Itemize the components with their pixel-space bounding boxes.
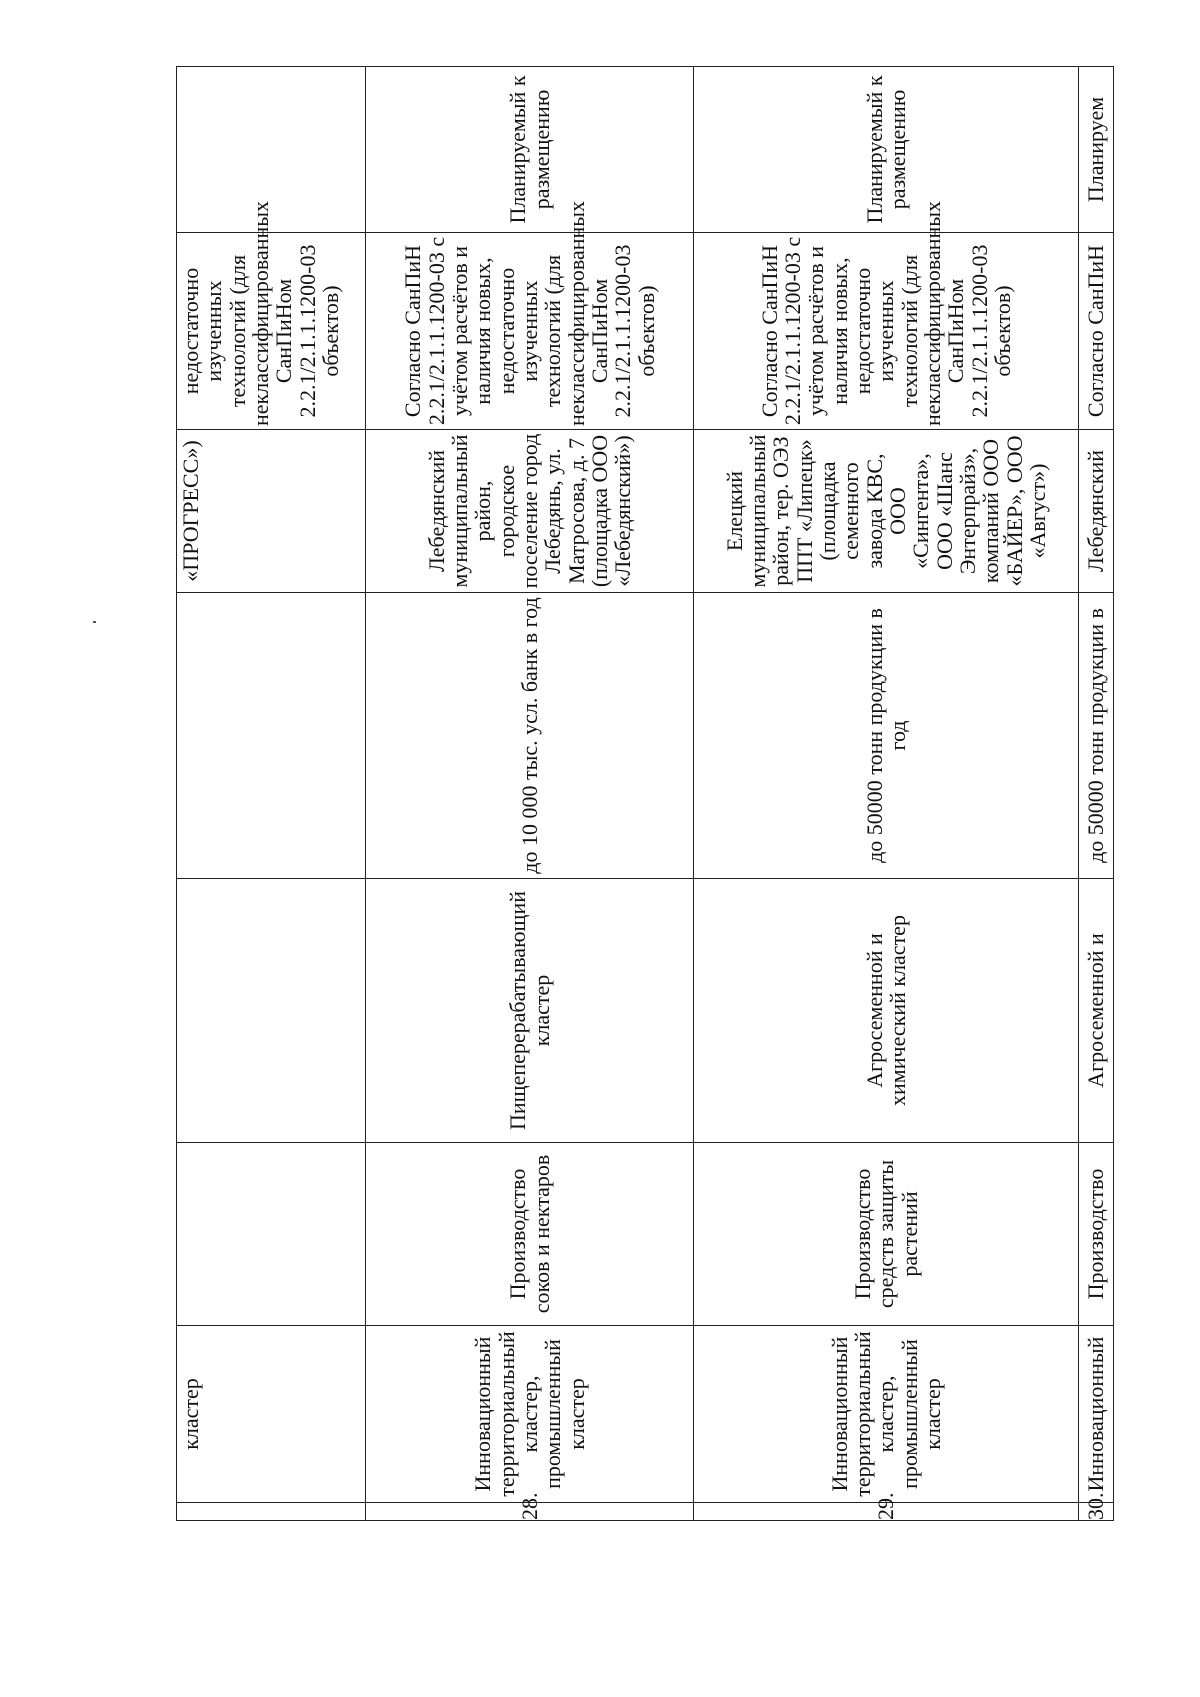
cell-status: Планируем: [1078, 67, 1113, 233]
cell-name: Производство: [1078, 1143, 1113, 1326]
table-row: [366, 67, 694, 1521]
cell-capacity: до 10 000 тыс. усл. банк в год: [366, 593, 694, 879]
facilities-table: [176, 66, 1114, 1521]
cell-zone: Согласно СанПиН 2.2.1/2.1.1.1200-03 с учётом расчётов и наличия новых, недостаточно изученных технологий (для неклассифицированных СанПиНом 2.2.1/2.1.1.1200-03 объектов): [694, 233, 1078, 430]
cell-number: [177, 1503, 366, 1521]
table-row-continued: [177, 67, 366, 1521]
cell-zone: недостаточно изученных технологий (для неклассифицированных СанПиНом 2.2.1/2.1.1.1200-03 объектов): [177, 233, 366, 430]
cell-zone: Согласно СанПиН 2.2.1/2.1.1.1200-03 с учётом расчётов и наличия новых, недостаточно изученных технологий (для неклассифицированных СанПиНом 2.2.1/2.1.1.1200-03 объектов): [366, 233, 694, 430]
row-number: 28.: [517, 1492, 543, 1520]
cell-cluster-type: Инновационный: [1078, 1326, 1113, 1503]
cell-cluster: Пищеперерабатывающий кластер: [366, 879, 694, 1143]
rotated-table-container: [176, 67, 1114, 1521]
cell-number: [1078, 1492, 1113, 1521]
row-number: 29.: [873, 1492, 899, 1520]
cell-number: [694, 1492, 1078, 1521]
cell-capacity: [177, 593, 366, 879]
cell-cluster-type: кластер: [177, 1326, 366, 1503]
cell-location: Елецкий муниципальный район, тер. ОЭЗ ППТ «Липецк» (площадка семенного завода КВС, ООО «Сингента», ООО «Шанс Энтерпрайз», компаний ООО «БАЙЕР», ООО «Август»): [694, 430, 1078, 593]
cell-status: Планируемый к размещению: [694, 67, 1078, 233]
table-row: [694, 67, 1078, 1521]
cell-status: Планируемый к размещению: [366, 67, 694, 233]
cell-capacity: до 50000 тонн продукции в год: [694, 593, 1078, 879]
cell-name: [177, 1143, 366, 1326]
cell-location: Лебедянский муниципальный район, городское поселение город Лебедянь, ул. Матросова, д. 7 (площадка ООО «Лебедянский»): [366, 430, 694, 593]
cell-cluster: [177, 879, 366, 1143]
cell-zone: Согласно СанПиН: [1078, 233, 1113, 430]
cell-location: Лебедянский: [1078, 430, 1113, 593]
cell-cluster: Агросеменной и химический кластер: [694, 879, 1078, 1143]
cell-cluster-type: Инновационный территориальный кластер, промышленный кластер: [694, 1326, 1078, 1503]
table-row-partial: [1078, 67, 1113, 1521]
cell-cluster: Агросеменной и: [1078, 879, 1113, 1143]
cell-location: «ПРОГРЕСС»): [177, 430, 366, 593]
cell-cluster-type: Инновационный территориальный кластер, промышленный кластер: [366, 1326, 694, 1503]
row-number: 30.: [1083, 1492, 1109, 1520]
cell-number: [366, 1492, 694, 1521]
cell-capacity: до 50000 тонн продукции в: [1078, 593, 1113, 879]
scan-speck: [93, 621, 96, 623]
cell-name: Производство средств защиты растений: [694, 1143, 1078, 1326]
cell-name: Производство соков и нектаров: [366, 1143, 694, 1326]
